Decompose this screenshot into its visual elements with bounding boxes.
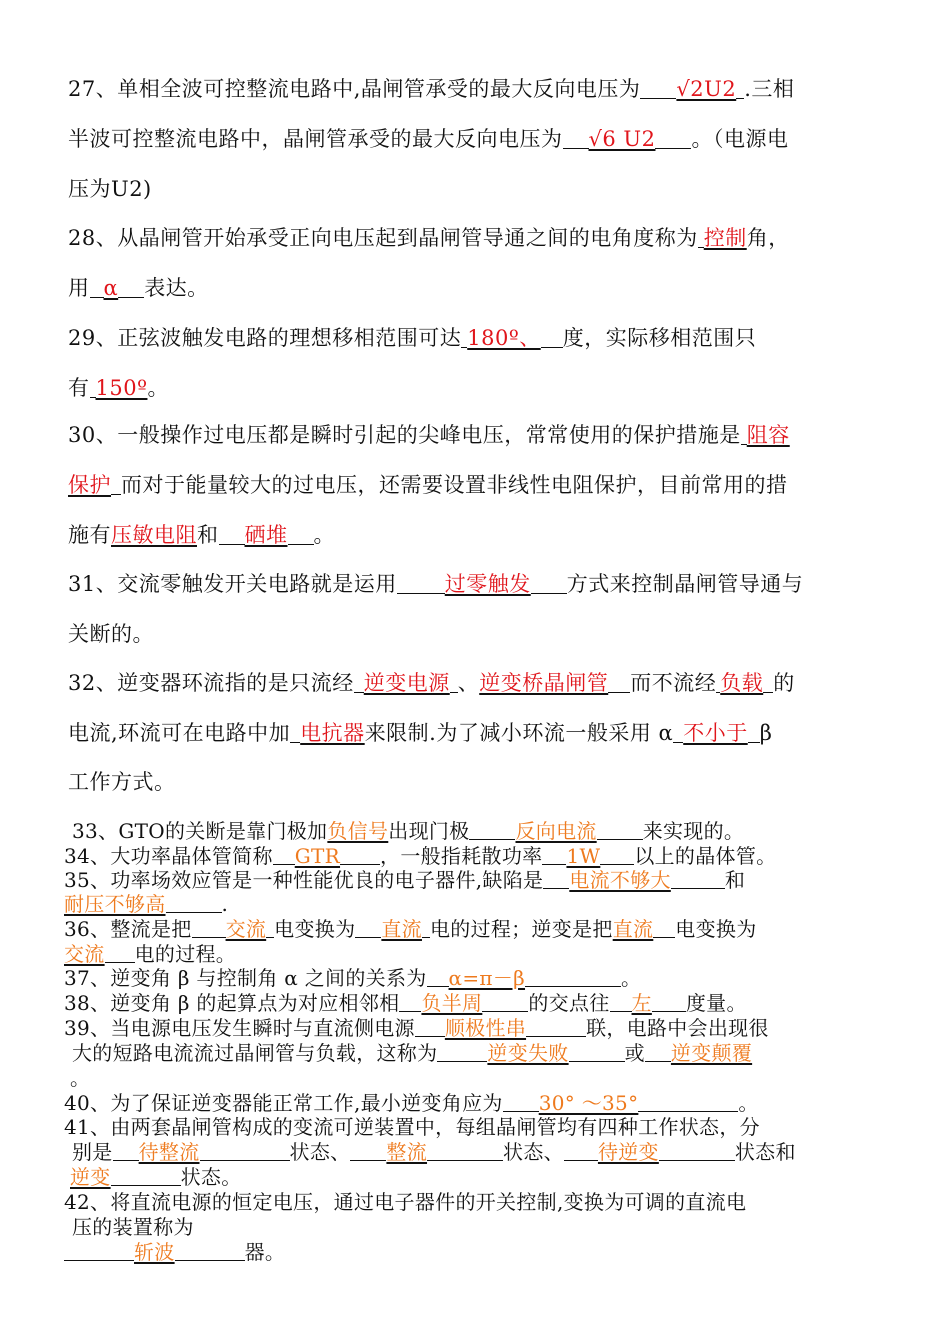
answer-negative-signal: 负信号 [327,819,389,843]
question-text: 表达。 [144,276,209,300]
question-39-line-2 [72,1037,752,1066]
answer-voltage-not-enough: 耐压不够高 [64,892,166,916]
question-27-line-2 [68,123,788,153]
answer-beta-alpha-relation: α=π－β [448,966,526,990]
question-27-line-1 [68,73,794,103]
answer-ideal-phase-range: 180º、 [467,326,541,350]
answer-negative-half-cycle: 负半周 [421,991,483,1015]
question-text: 而对于能量较大的过电压，还需要设置非线性电阻保护，目前常用的措 [121,473,788,497]
question-text: 半波可控整流电路中，晶闸管承受的最大反向电压为 [68,127,563,151]
answer-gtr: GTR [294,844,341,868]
answer-max-reverse-voltage-single: √2U2 [676,77,737,101]
question-text: 状态。 [180,1165,242,1189]
question-32-line-2 [68,717,772,747]
question-text: 有 [68,376,90,400]
answer-varistor: 压敏电阻 [111,523,197,547]
question-text: 。 [738,1091,759,1115]
question-39-line-3: 。 [70,1066,91,1090]
question-text: ，一般指耗散功率 [380,844,543,868]
question-text: 36、整流是把 [64,917,192,941]
question-text: 电流,环流可在电路中加 [68,721,291,745]
question-text: 31、交流零触发开关电路就是运用 [68,572,397,596]
question-text: 的 [773,671,795,695]
answer-wait-invert: 待逆变 [597,1140,659,1164]
answer-wait-rectify: 待整流 [138,1140,200,1164]
answer-selenium-stack: 硒堆 [244,523,288,547]
question-text: 电的过程；逆变是把 [429,917,613,941]
question-30-line-2 [68,469,788,499]
question-text: 。（电源电 [691,127,789,151]
question-28-line-1 [68,222,790,252]
question-text: 35、功率场效应管是一种性能优良的电子器件,缺陷是 [64,868,544,892]
answer-1w: 1W [566,844,601,868]
question-text: 状态、 [289,1140,351,1164]
answer-rc-protection-part2: 保护 [68,473,111,497]
question-text: 电变换为 [274,917,356,941]
question-30-line-1 [68,419,790,449]
question-text: . [221,892,229,916]
question-text: 、 [457,671,480,695]
question-text: 27、单相全波可控整流电路中,晶闸管承受的最大反向电压为 [68,77,641,101]
question-text: 33、GTO的关断是靠门极加 [72,819,328,843]
question-text: 。 [313,523,335,547]
question-text: 度量。 [685,991,747,1015]
answer-ac-2: 交流 [64,942,105,966]
question-text: 的交点往 [528,991,610,1015]
answer-alpha: α [103,276,119,300]
answer-not-less-than: 不小于 [683,721,748,745]
question-42-line-2: 压的装置称为 [72,1215,194,1239]
answer-current-not-enough: 电流不够大 [569,868,671,892]
question-text: 32、逆变器环流指的是只流经 [68,671,354,695]
answer-reverse-current: 反向电流 [515,819,597,843]
question-text: 34、大功率晶体管简称 [64,844,273,868]
answer-actual-phase-range: 150º [95,376,148,400]
question-text: 方式来控制晶闸管导通与 [566,572,804,596]
answer-inverter-source: 逆变电源 [363,671,450,695]
question-text: 以上的晶体管。 [634,844,777,868]
question-32-line-3: 工作方式。 [68,770,176,794]
question-text: 联，电路中会出现很 [586,1016,769,1040]
question-text: 。 [621,966,642,990]
question-text: 别是 [72,1140,113,1164]
question-text: 而不流经 [630,671,717,695]
question-27-line-3: 压为U2) [68,177,152,201]
answer-min-inverter-angle: 30° ～35° [538,1091,639,1115]
question-42-line-1: 42、将直流电源的恒定电压，通过电子器件的开关控制,变换为可调的直流电 [64,1190,747,1214]
question-text: 电的过程。 [134,942,237,966]
answer-max-reverse-voltage-three: √6 U2 [588,127,656,151]
question-text: .三相 [744,77,795,101]
question-text: 28、从晶闸管开始承受正向电压起到晶闸管导通之间的电角度称为 [68,226,698,250]
answer-same-polarity-series: 顺极性串 [444,1016,527,1040]
question-text: 施有 [68,523,111,547]
question-32-line-1 [68,667,795,697]
question-text: 和 [197,523,219,547]
question-text: 状态、 [503,1140,564,1164]
answer-rc-protection-part1: 阻容 [746,423,790,447]
question-30-line-3 [68,519,335,549]
question-text: 或 [624,1041,645,1065]
answer-invert: 逆变 [70,1165,111,1189]
answer-dc: 直流 [381,917,422,941]
answer-dc-2: 直流 [612,917,654,941]
answer-rectify: 整流 [386,1140,428,1164]
question-42-line-3 [64,1236,285,1265]
answer-inverter-overturn: 逆变颠覆 [670,1041,753,1065]
answer-inverter-failure: 逆变失败 [487,1041,569,1065]
answer-ac: 交流 [225,917,267,941]
question-text: 30、一般操作过电压都是瞬时引起的尖峰电压，常常使用的保护措施是 [68,423,741,447]
question-text: 用 [68,276,90,300]
question-29-line-1 [68,322,756,352]
question-text: 。 [147,376,169,400]
question-text: 37、逆变角 β 与控制角 α 之间的关系为 [64,966,427,990]
question-text: 大的短路电流流过晶闸管与负载，这称为 [72,1041,438,1065]
question-text: 状态和 [734,1140,796,1164]
question-text: 度，实际移相范围只 [562,326,757,350]
question-text: 38、逆变角 β 的起算点为对应相邻相 [64,991,400,1015]
answer-chopper: 斩波 [134,1240,175,1264]
answer-zero-crossing-trigger: 过零触发 [444,572,531,596]
answer-left: 左 [631,991,652,1015]
question-41-line-1: 41、由两套晶闸管构成的变流可逆装置中，每组晶闸管均有四种工作状态，分 [64,1115,760,1139]
question-text: 和 [724,868,746,892]
question-31-line-2: 关断的。 [68,622,154,646]
question-text: 出现门极 [388,819,470,843]
answer-inverter-bridge-thyristor: 逆变桥晶闸管 [479,671,609,695]
question-text: 来实现的。 [642,819,745,843]
question-text: 39、当电源电压发生瞬时与直流侧电源 [64,1016,415,1040]
question-text: 角， [746,226,790,250]
question-31-line-1 [68,568,803,598]
question-28-line-2 [68,272,209,302]
question-text: 29、正弦波触发电路的理想移相范围可达 [68,326,462,350]
answer-reactor: 电抗器 [300,721,365,745]
question-text: 40、为了保证逆变器能正常工作,最小逆变角应为 [64,1091,503,1115]
question-29-line-2 [68,372,169,402]
answer-control-angle: 控制 [703,226,747,250]
question-text: 器。 [244,1240,286,1264]
question-text: 电变换为 [675,917,757,941]
question-text: 来限制.为了减小环流一般采用 α [364,721,674,745]
question-text: β [759,721,773,745]
answer-load: 负载 [720,671,764,695]
